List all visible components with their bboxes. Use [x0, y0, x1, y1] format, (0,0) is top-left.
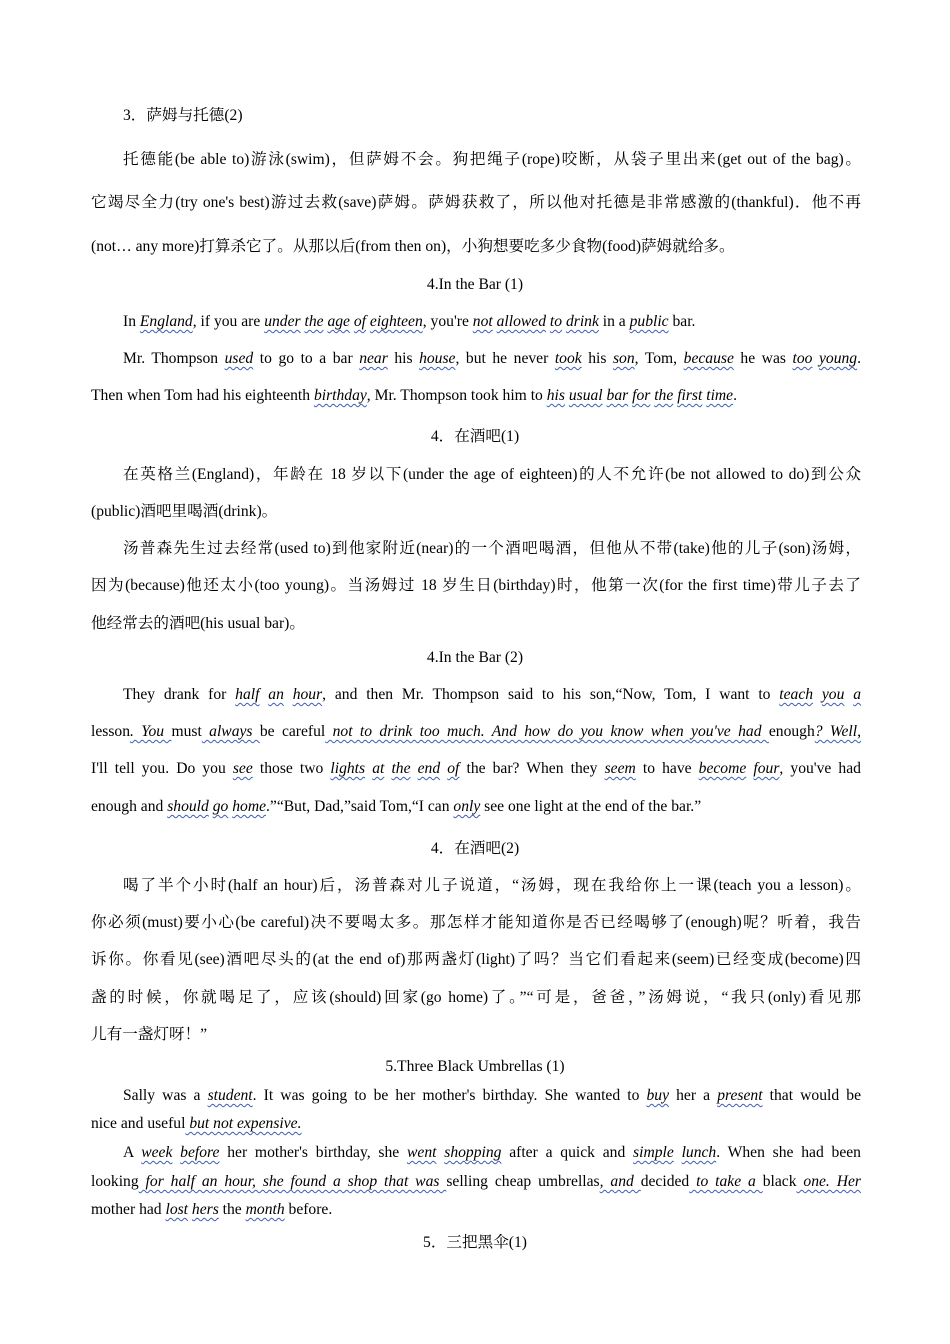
underlined-word: his	[546, 387, 565, 404]
underlined-word: student	[207, 1087, 253, 1104]
underlined-word: to	[549, 313, 563, 330]
underlined-word: used	[224, 350, 254, 367]
text: looking	[91, 1173, 139, 1190]
text: enough and	[91, 798, 168, 815]
underlined-word: the	[391, 760, 411, 777]
text: useful	[147, 1115, 186, 1132]
underlined-word: usual	[568, 387, 603, 404]
paragraph-line: 因为(because)他还太小(too young)。当汤姆过 18 岁生日(birthday)时，他第一次(for the first time)带儿子去了	[91, 577, 861, 594]
section-heading: 3．萨姆与托德(2)	[123, 107, 243, 124]
underlined-word: one. Her	[796, 1173, 861, 1190]
text	[674, 1144, 682, 1161]
underlined-word: lights	[330, 760, 366, 777]
text: bar.	[668, 313, 696, 330]
text: black	[762, 1173, 797, 1190]
underlined-word: home	[232, 798, 266, 815]
text	[488, 1173, 495, 1190]
underlined-word: son	[612, 350, 635, 367]
underlined-word: go	[212, 798, 229, 815]
paragraph-line: 喝了半个小时(half an hour)后，汤普森对儿子说道，“汤姆，现在我给你上一课(teach you a lesson)。	[123, 877, 861, 894]
text: Then when Tom had his eighteenth	[91, 387, 314, 404]
underlined-word: of	[353, 313, 367, 330]
text: .	[733, 387, 737, 404]
underlined-word: for half an hour, she found a shop that was	[138, 1173, 447, 1190]
text: the	[218, 1201, 246, 1218]
underlined-word: at	[372, 760, 385, 777]
underlined-word: become	[698, 760, 747, 777]
paragraph-line: 儿有一盏灯呀！”	[91, 1026, 208, 1043]
underlined-word: house	[419, 350, 456, 367]
underlined-word: lunch	[681, 1144, 717, 1161]
underlined-word: birthday	[313, 387, 367, 404]
underlined-word: end	[417, 760, 441, 777]
text: that would be	[762, 1087, 861, 1104]
section-heading: 4．在酒吧(2)	[430, 840, 520, 857]
english-line	[91, 1115, 861, 1133]
section-heading: 4.In the Bar (2)	[426, 649, 524, 666]
underlined-word: went	[407, 1144, 437, 1161]
paragraph-line: 它竭尽全力(try one's best)游过去救(save)萨姆。萨姆获救了，所以他对托德是非常感激的(thankful)．他不再	[91, 194, 861, 211]
text: , Tom,	[634, 350, 684, 367]
text: 托德能(be able to)游泳(swim)，但萨姆不会。狗把绳子(rope)咬断，从袋子里出来(get out of the bag)。	[123, 151, 861, 168]
text: . It was going to be her mother's birthday. She wanted to	[252, 1087, 647, 1104]
text: selling	[446, 1173, 488, 1190]
text: careful	[281, 723, 326, 740]
underlined-word: teach	[779, 686, 814, 703]
underlined-word: not	[472, 313, 493, 330]
text: , and then Mr. Thompson said to his son,“Now, Tom, I want to	[322, 686, 780, 703]
text: to go to a bar	[253, 350, 360, 367]
paragraph-line: 他经常去的酒吧(his usual bar)。	[91, 615, 305, 632]
underlined-word: to take a	[689, 1173, 763, 1190]
text: his	[387, 350, 420, 367]
underlined-word: because	[683, 350, 734, 367]
text: cheap	[494, 1173, 532, 1190]
text: her mother's birthday, she	[219, 1144, 407, 1161]
paragraph-line: 你必须(must)要小心(be careful)决不要喝太多。那怎样才能知道你是否已经喝够了(enough)呢？听着，我告	[91, 914, 861, 931]
text: , you've had	[779, 760, 861, 777]
text: those two	[252, 760, 331, 777]
underlined-word: see	[232, 760, 253, 777]
underlined-word: only	[453, 798, 481, 815]
underlined-word: young	[818, 350, 858, 367]
english-line	[123, 1144, 861, 1162]
text: decided	[640, 1173, 690, 1190]
underlined-word: present	[717, 1087, 763, 1104]
english-line	[123, 686, 861, 704]
text: lesson	[91, 723, 130, 740]
underlined-word: took	[554, 350, 582, 367]
text: her a	[669, 1087, 718, 1104]
underlined-word: under	[264, 313, 301, 330]
underlined-word: the	[304, 313, 324, 330]
paragraph-line	[91, 147, 861, 169]
text: They drank for	[123, 686, 236, 703]
text: to have	[635, 760, 699, 777]
underlined-word: England	[139, 313, 193, 330]
text	[275, 723, 282, 740]
text: be	[259, 723, 275, 740]
underlined-word: near	[359, 350, 388, 367]
underlined-word: bar	[606, 387, 629, 404]
paragraph-line: 汤普森先生过去经常(used to)到他家附近(near)的一个酒吧喝酒，但他从不带(take)他的儿子(son)汤姆，	[123, 540, 861, 557]
text: , if you are	[192, 313, 265, 330]
section-heading: 5．三把黑伞(1)	[423, 1234, 527, 1251]
underlined-word: public	[629, 313, 669, 330]
underlined-word: should	[167, 798, 209, 815]
paragraph-line: (not… any more)打算杀它了。从那以后(from then on)，小狗想要吃多少食物(food)萨姆就给多。	[91, 238, 735, 255]
text: he was	[733, 350, 793, 367]
underlined-word: month	[245, 1201, 285, 1218]
underlined-word: buy	[646, 1087, 670, 1104]
text: see one light at the end of the bar.”	[480, 798, 702, 815]
text	[259, 686, 268, 703]
text: his	[581, 350, 613, 367]
text: .	[857, 350, 861, 367]
text: must	[171, 723, 202, 740]
underlined-word: but not expensive.	[185, 1115, 302, 1132]
underlined-word: not to drink too much. And how do you know when you've had	[325, 723, 769, 740]
text	[284, 686, 293, 703]
underlined-word: week	[141, 1144, 173, 1161]
text: I'll tell you. Do you	[91, 760, 233, 777]
text: and	[120, 1115, 144, 1132]
underlined-word: before	[180, 1144, 220, 1161]
text: nice	[91, 1115, 117, 1132]
text: umbrellas	[538, 1173, 600, 1190]
paragraph-line: 盏的时候，你就喝足了，应该(should)回家(go home)了。”“可是，爸爸，”汤姆说，“我只(only)看见那	[91, 989, 861, 1006]
text: enough	[768, 723, 815, 740]
underlined-word: age	[327, 313, 350, 330]
english-line	[91, 798, 861, 816]
text: in a	[598, 313, 630, 330]
english-line	[91, 760, 861, 778]
section-heading: 4.In the Bar (1)	[426, 276, 524, 293]
english-line	[123, 1087, 861, 1105]
underlined-word: hers	[191, 1201, 219, 1218]
underlined-word: the	[654, 387, 674, 404]
paragraph-line: (public)酒吧里喝酒(drink)。	[91, 503, 278, 520]
text: In	[123, 313, 140, 330]
text	[813, 686, 822, 703]
underlined-word: always	[201, 723, 260, 740]
text: , Mr. Thompson took him to	[366, 387, 547, 404]
text	[844, 686, 853, 703]
underlined-word: eighteen	[369, 313, 423, 330]
text: Mr. Thompson	[123, 350, 225, 367]
english-line	[91, 723, 861, 741]
underlined-word: simple	[633, 1144, 674, 1161]
underlined-word: , and	[599, 1173, 641, 1190]
text: mother had	[91, 1201, 166, 1218]
underlined-word: allowed	[496, 313, 546, 330]
section-heading: 4．在酒吧(1)	[430, 428, 520, 445]
underlined-word: seem	[604, 760, 636, 777]
english-line	[91, 387, 861, 405]
text: , you're	[422, 313, 473, 330]
paragraph-line: 在英格兰(England)，年龄在 18 岁以下(under the age of eighteen)的人不允许(be not allowed to do)到公众	[123, 466, 861, 483]
english-line	[91, 1173, 861, 1191]
underlined-word: of	[447, 760, 460, 777]
underlined-word: you	[821, 686, 845, 703]
underlined-word: time	[706, 387, 734, 404]
underlined-word: first	[677, 387, 703, 404]
underlined-word: half	[235, 686, 260, 703]
text: , but he never	[455, 350, 555, 367]
english-line	[123, 350, 861, 368]
paragraph-line: 诉你。你看见(see)酒吧尽头的(at the end of)那两盏灯(light)了吗？当它们看起来(seem)已经变成(become)四	[91, 951, 861, 968]
underlined-word: for	[632, 387, 651, 404]
underlined-word: too	[792, 350, 813, 367]
underlined-word: . You	[129, 723, 172, 740]
underlined-word: drink	[565, 313, 599, 330]
underlined-word: an	[268, 686, 284, 703]
underlined-word: a	[853, 686, 862, 703]
text: before.	[284, 1201, 333, 1218]
underlined-word: shopping	[444, 1144, 502, 1161]
english-line	[123, 313, 893, 331]
underlined-word: hour	[292, 686, 323, 703]
text: Sally was a	[123, 1087, 208, 1104]
section-heading: 5.Three Black Umbrellas (1)	[385, 1058, 565, 1075]
text: .”“But, Dad,”said Tom,“I can	[266, 798, 454, 815]
text	[172, 1144, 180, 1161]
text	[411, 760, 418, 777]
text: A	[123, 1144, 142, 1161]
text: . When she had been	[716, 1144, 861, 1161]
english-line	[91, 1201, 861, 1219]
text: after a quick and	[501, 1144, 634, 1161]
text: the bar? When they	[459, 760, 605, 777]
underlined-word: lost	[165, 1201, 189, 1218]
underlined-word: four	[753, 760, 780, 777]
underlined-word: ? Well,	[814, 723, 861, 740]
